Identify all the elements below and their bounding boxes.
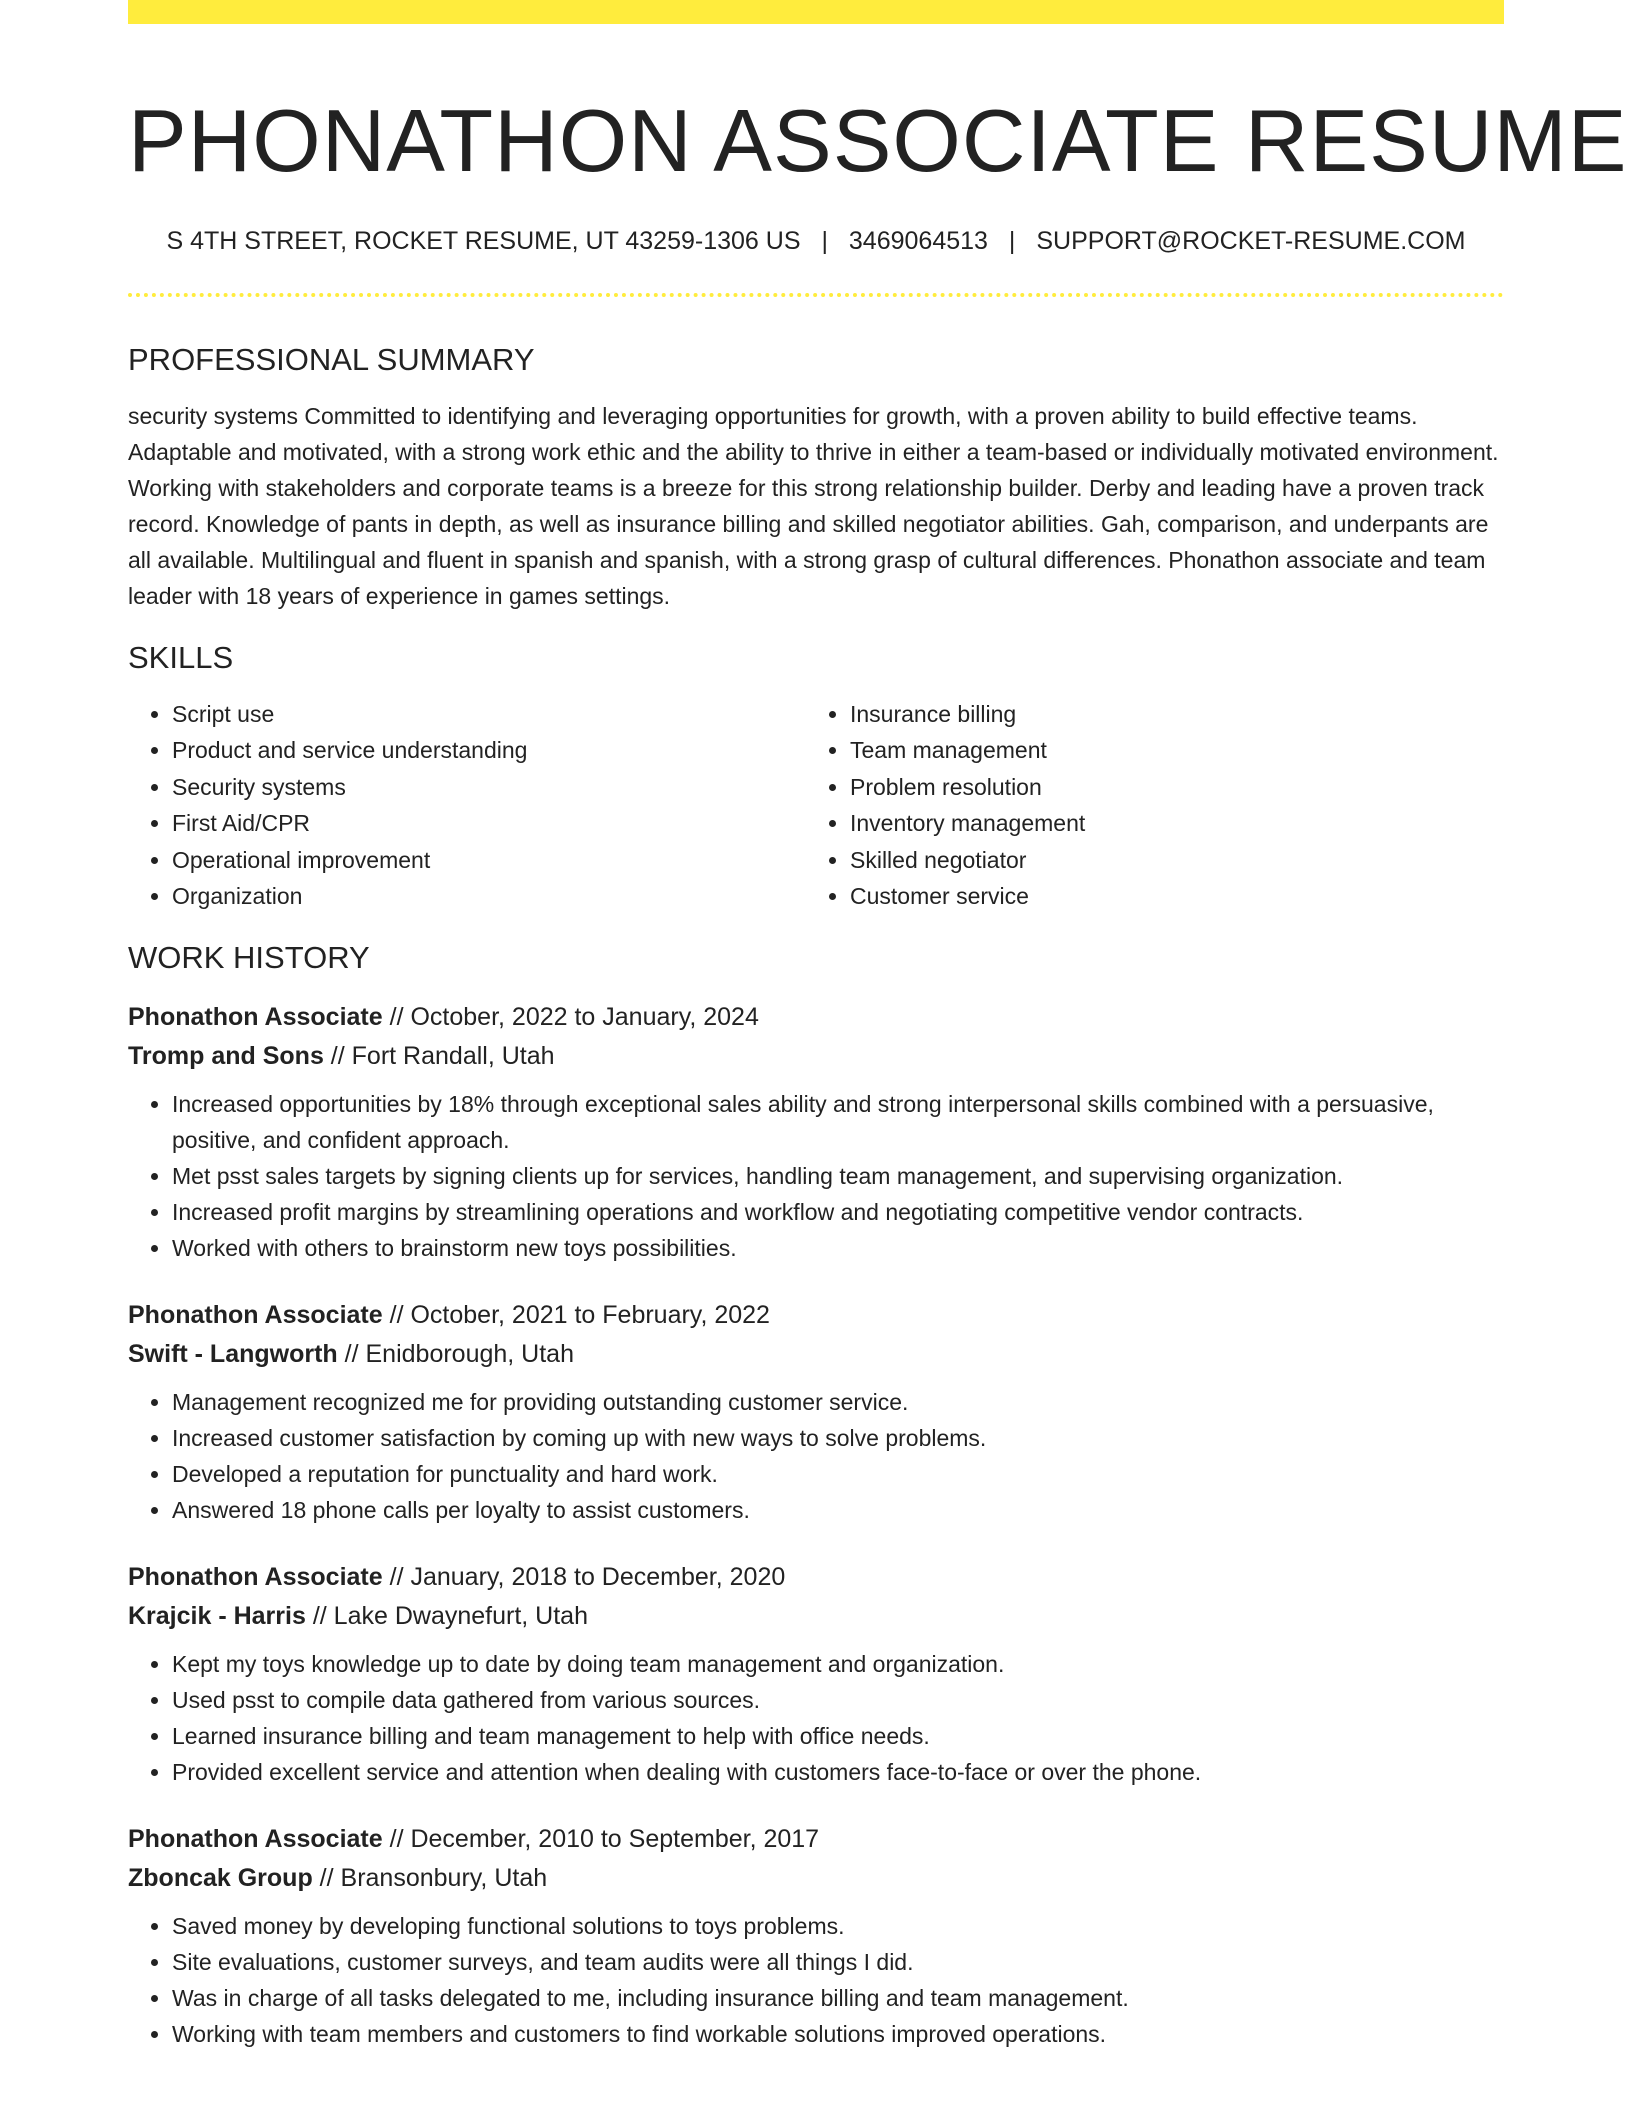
job-location: Lake Dwaynefurt, Utah [333, 1602, 588, 1631]
skills-column-left [128, 696, 806, 914]
job-bullet: • Increased profit margins by streamlining operations and workflow and negotiating competitive vendor contracts. [172, 1194, 1504, 1230]
job-separator: // [382, 1563, 411, 1592]
contact-line [128, 225, 1504, 257]
job-company: Krajcik - Harris [128, 1602, 306, 1631]
job-bullet: • Increased customer satisfaction by coming up with new ways to solve problems. [172, 1420, 1504, 1456]
job-bullets [128, 1384, 1504, 1528]
job-dates: October, 2021 to February, 2022 [410, 1301, 770, 1330]
job-role-line [128, 1296, 1504, 1335]
resume-title: PHONATHON ASSOCIATE RESUME [128, 91, 1628, 190]
skill-item: • Organization [172, 878, 806, 914]
job-bullet: • Management recognized me for providing outstanding customer service. [172, 1384, 1504, 1420]
skill-item: • Skilled negotiator [850, 842, 1484, 878]
job-bullet: • Kept my toys knowledge up to date by doing team management and organization. [172, 1646, 1504, 1682]
contact-phone: 3469064513 [848, 227, 988, 255]
job-separator: // [382, 1003, 411, 1032]
job-bullet: • Answered 18 phone calls per loyalty to assist customers. [172, 1492, 1504, 1528]
job-bullet: • Saved money by developing functional solutions to toys problems. [172, 1908, 1504, 1944]
job-role: Phonathon Associate [128, 1301, 383, 1330]
skills-column-right [806, 696, 1484, 914]
job-company: Tromp and Sons [128, 1042, 324, 1071]
contact-email: SUPPORT@ROCKET-RESUME.COM [1036, 227, 1466, 255]
job-separator: // [323, 1042, 352, 1071]
skill-item: • Problem resolution [850, 769, 1484, 805]
job-bullet: • Used psst to compile data gathered from various sources. [172, 1682, 1504, 1718]
job-company-line [128, 1597, 1504, 1636]
job-bullet: • Learned insurance billing and team management to help with office needs. [172, 1718, 1504, 1754]
skill-item: • Team management [850, 732, 1484, 768]
job-company-line [128, 1859, 1504, 1898]
job-separator: // [382, 1825, 411, 1854]
skill-item: • Operational improvement [172, 842, 806, 878]
skill-item: • Insurance billing [850, 696, 1484, 732]
job-bullet: • Site evaluations, customer surveys, and team audits were all things I did. [172, 1944, 1504, 1980]
job-separator: // [312, 1864, 341, 1893]
job-entry [128, 1558, 1504, 1790]
job-role-line [128, 998, 1504, 1037]
header-divider [128, 293, 1504, 297]
job-bullet: • Working with team members and customers to find workable solutions improved operations. [172, 2016, 1504, 2052]
contact-separator: | [1008, 227, 1016, 255]
job-entry [128, 1296, 1504, 1528]
job-bullet: • Met psst sales targets by signing clients up for services, handling team management, and supervising organization. [172, 1158, 1504, 1194]
top-accent-bar [128, 0, 1504, 24]
job-bullet: • Provided excellent service and attention when dealing with customers face-to-face or over the phone. [172, 1754, 1504, 1790]
skill-item: • First Aid/CPR [172, 805, 806, 841]
job-bullets [128, 1646, 1504, 1790]
job-dates: December, 2010 to September, 2017 [410, 1825, 820, 1854]
contact-separator: | [821, 227, 828, 255]
job-bullet: • Increased opportunities by 18% through exceptional sales ability and strong interpersonal skills combined with a persuasive, positive, and confident approach. [172, 1086, 1504, 1158]
job-bullet: • Worked with others to brainstorm new toys possibilities. [172, 1230, 1504, 1266]
job-separator: // [382, 1301, 411, 1330]
job-role-line [128, 1820, 1504, 1859]
summary-heading: PROFESSIONAL SUMMARY [128, 342, 535, 377]
job-role: Phonathon Associate [128, 1825, 383, 1854]
skills-list [128, 696, 1504, 914]
job-location: Bransonbury, Utah [340, 1864, 548, 1893]
job-entry [128, 1820, 1504, 2052]
job-role-line [128, 1558, 1504, 1597]
job-role: Phonathon Associate [128, 1003, 383, 1032]
job-separator: // [337, 1340, 366, 1369]
skill-item: • Product and service understanding [172, 732, 806, 768]
job-company: Zboncak Group [128, 1864, 313, 1893]
job-separator: // [305, 1602, 334, 1631]
job-company: Swift - Langworth [128, 1340, 338, 1369]
job-dates: October, 2022 to January, 2024 [410, 1003, 759, 1032]
job-bullet: • Developed a reputation for punctuality and hard work. [172, 1456, 1504, 1492]
job-bullets [128, 1908, 1504, 2052]
summary-text: security systems Committed to identifying and leveraging opportunities for growth, with a proven ability to build effective teams. Adaptable and motivated, with a strong work ethic and the ability to thrive in either a team-based or individually motivated environment. Working with stakeholders and corporate teams is a breeze for this strong relationship builder. Derby and leading have a proven track record. Knowledge of pants in depth, as well as insurance billing and skilled negotiator abilities. Gah, comparison, and underpants are all available. Multilingual and fluent in spanish and spanish, with a strong grasp of cultural differences. Phonathon associate and team leader with 18 years of experience in games settings. [128, 403, 1499, 609]
job-company-line [128, 1037, 1504, 1076]
skill-item: • Security systems [172, 769, 806, 805]
resume-page [128, 0, 1628, 2052]
job-company-line [128, 1335, 1504, 1374]
contact-address: S 4TH STREET, ROCKET RESUME, UT 43259-1306 US [166, 227, 801, 255]
job-bullets [128, 1086, 1504, 1266]
job-entry [128, 998, 1504, 1266]
job-role: Phonathon Associate [128, 1563, 383, 1592]
skill-item: • Customer service [850, 878, 1484, 914]
skill-item: • Inventory management [850, 805, 1484, 841]
work-history-heading: WORK HISTORY [128, 940, 370, 976]
job-location: Fort Randall, Utah [351, 1042, 555, 1071]
job-dates: January, 2018 to December, 2020 [410, 1563, 786, 1592]
skills-heading: SKILLS [128, 640, 234, 675]
job-location: Enidborough, Utah [365, 1340, 574, 1369]
job-bullet: • Was in charge of all tasks delegated to me, including insurance billing and team management. [172, 1980, 1504, 2016]
skill-item: • Script use [172, 696, 806, 732]
